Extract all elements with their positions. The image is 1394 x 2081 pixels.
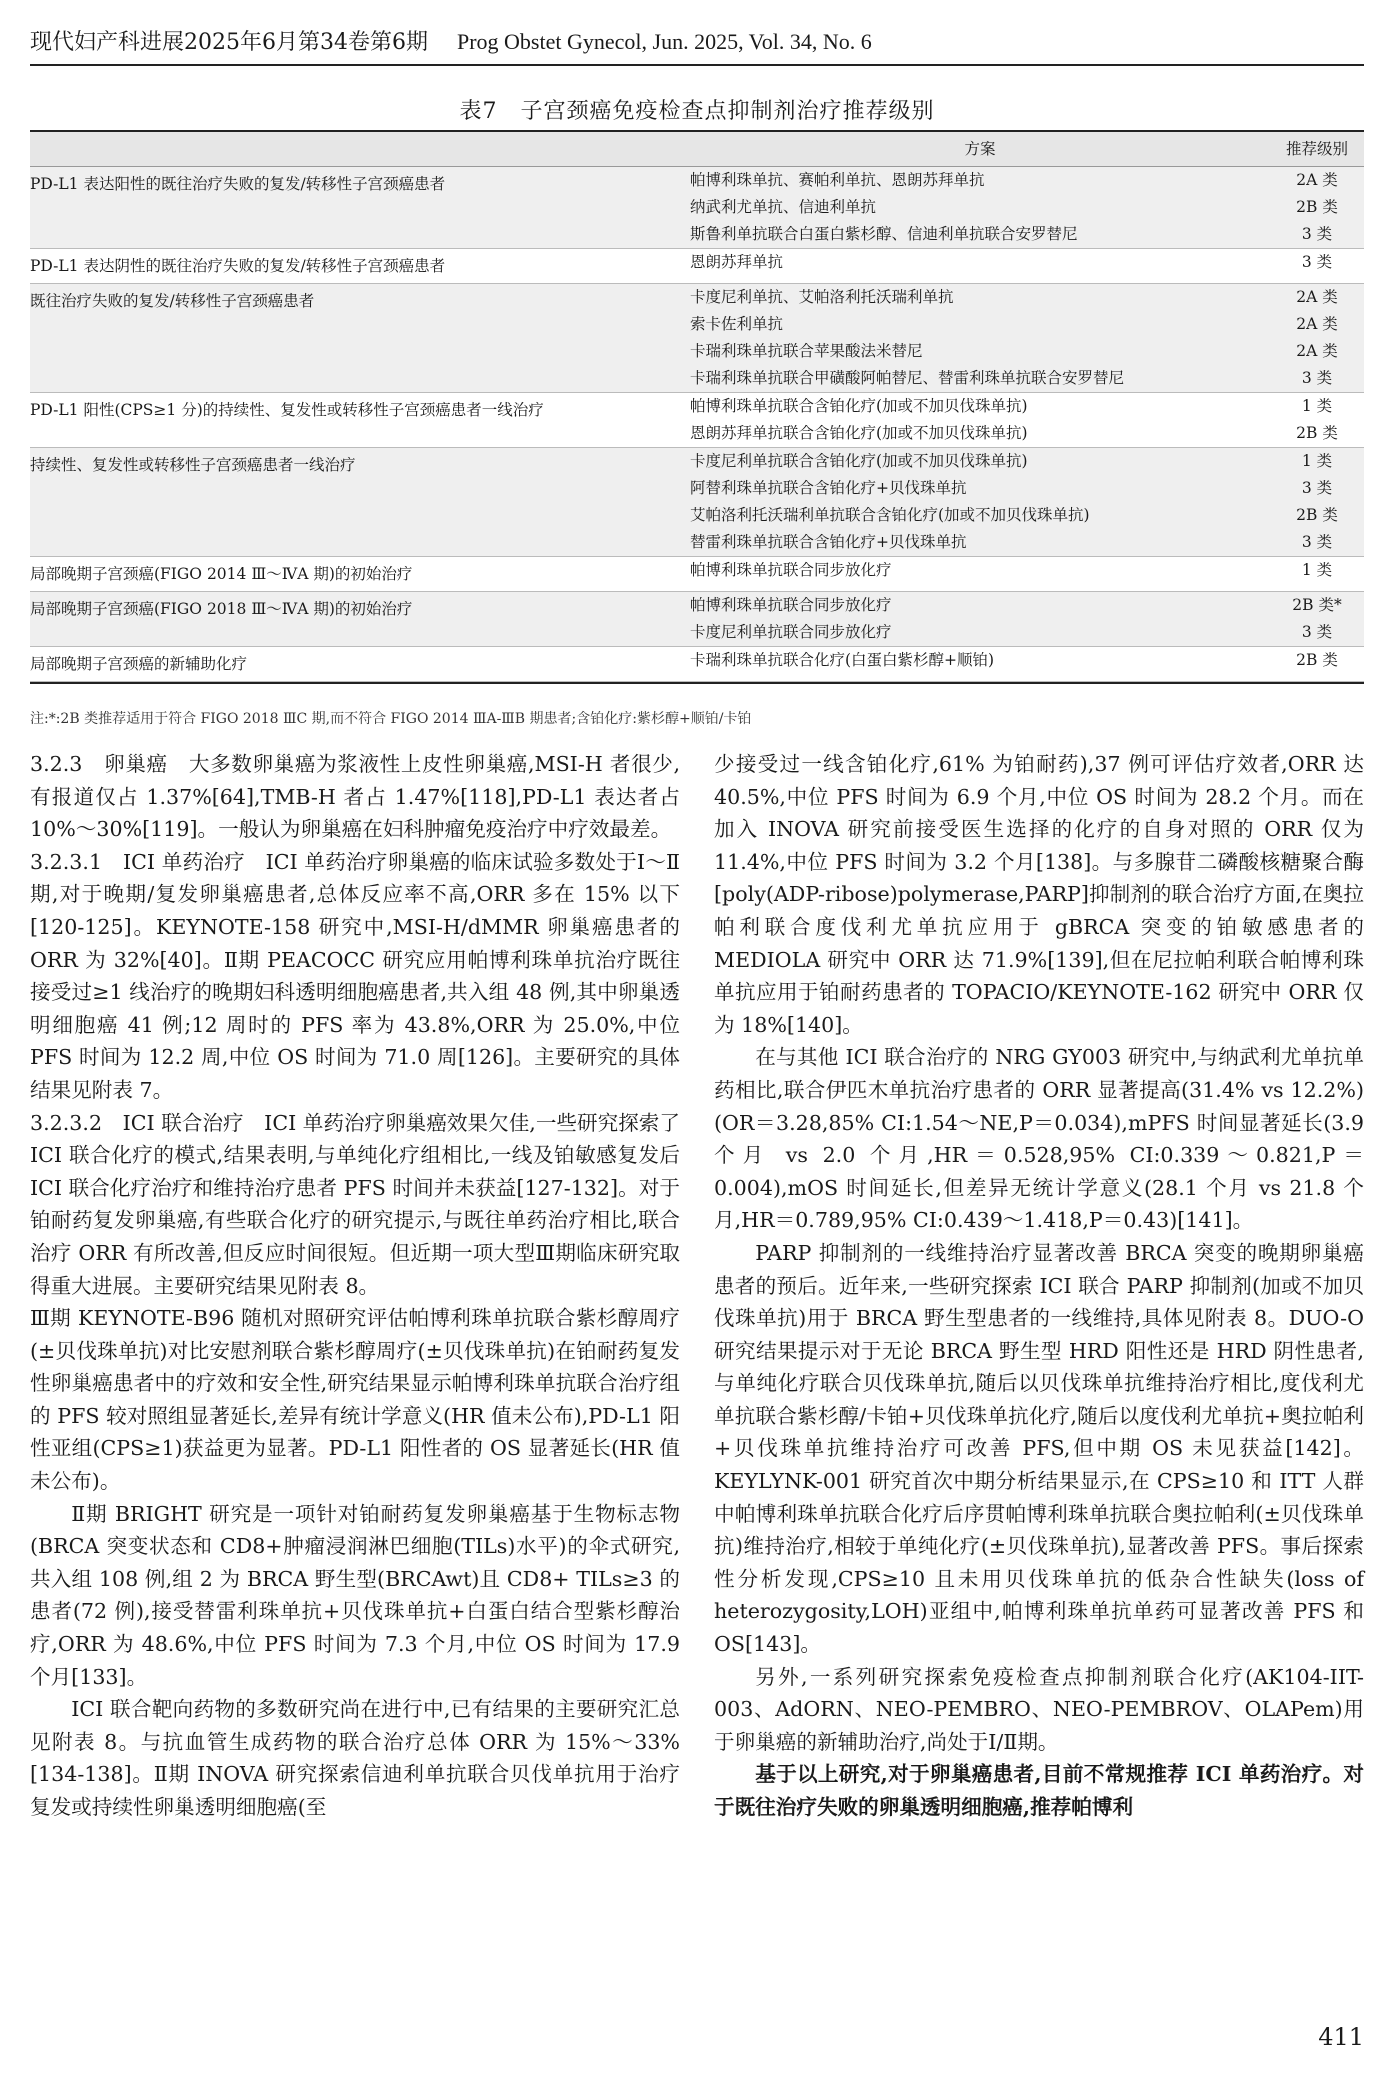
body-paragraph: 基于以上研究,对于卵巢癌患者,目前不常规推荐 ICI 单药治疗。对于既往治疗失败的卵巢透明细胞癌,推荐帕博利 bbox=[714, 1762, 1364, 1819]
page-number: 411 bbox=[1318, 2023, 1364, 2051]
regimen-cell: 帕博利珠单抗联合同步放化疗 bbox=[690, 561, 892, 579]
grade-cell: 3 类 bbox=[1301, 623, 1333, 641]
regimen-cell: 卡瑞利珠单抗联合甲磺酸阿帕替尼、替雷利珠单抗联合安罗替尼 bbox=[690, 369, 1125, 387]
grade-cell: 2B 类 bbox=[1296, 506, 1338, 524]
grade-cell: 2A 类 bbox=[1296, 315, 1338, 333]
grade-cell: 2A 类 bbox=[1296, 288, 1338, 306]
grade-cell: 2A 类 bbox=[1296, 171, 1338, 189]
grade-cell: 2B 类* bbox=[1292, 596, 1342, 614]
grade-cell: 3 类 bbox=[1301, 225, 1333, 243]
table-row bbox=[690, 448, 1364, 475]
header-grade: 推荐级别 bbox=[1285, 140, 1348, 158]
regimen-cell: 恩朗苏拜单抗联合含铂化疗(加或不加贝伐珠单抗) bbox=[690, 424, 1028, 442]
journal-en: Prog Obstet Gynecol, Jun. 2025, Vol. 34, No. 6 bbox=[456, 29, 872, 54]
table-header bbox=[30, 132, 1364, 167]
table-group bbox=[30, 592, 1364, 647]
journal-cn: 现代妇产科进展2025年6月第34卷第6期 bbox=[30, 30, 428, 55]
population-cell: 持续性、复发性或转移性子宫颈癌患者一线治疗 bbox=[30, 456, 356, 474]
grade-cell: 2B 类 bbox=[1296, 424, 1338, 442]
regimen-cell: 替雷利珠单抗联合含铂化疗+贝伐珠单抗 bbox=[690, 533, 967, 551]
table-group bbox=[30, 393, 1364, 448]
population-cell: 局部晚期子宫颈癌的新辅助化疗 bbox=[30, 655, 248, 673]
table-row bbox=[690, 647, 1364, 674]
grade-cell: 2A 类 bbox=[1296, 342, 1338, 360]
body-paragraph: 少接受过一线含铂化疗,61% 为铂耐药),37 例可评估疗效者,ORR 达 40.5%,中位 PFS 时间为 6.9 个月,中位 OS 时间为 28.2 个月。而在加入 INOVA 研究前接受医生选择的化疗的自身对照的 ORR 仅为 11.4%,中位 PFS 时间为 3.2 个月[138]。与多腺苷二磷酸核糖聚合酶[poly(ADP-ribose)polymerase,PARP]抑制剂的联合治疗方面,在奥拉帕利联合度伐利尤单抗应用于 gBRCA 突变的铂敏感患者的 MEDIOLA 研究中 ORR 达 71.9%[139],但在尼拉帕利联合帕博利珠单抗应用于铂耐药患者的 TOPACIO/KEYNOTE-162 研究中 ORR 仅为 18%[140]。 bbox=[714, 752, 1364, 1037]
header-population bbox=[30, 132, 690, 166]
table-row bbox=[690, 221, 1364, 248]
table-row bbox=[690, 475, 1364, 502]
table-row bbox=[690, 284, 1364, 311]
population-cell: PD-L1 表达阳性的既往治疗失败的复发/转移性子宫颈癌患者 bbox=[30, 175, 446, 193]
regimen-cell: 卡度尼利单抗联合含铂化疗(加或不加贝伐珠单抗) bbox=[690, 452, 1028, 470]
population-cell: 局部晚期子宫颈癌(FIGO 2018 Ⅲ～ⅣA 期)的初始治疗 bbox=[30, 600, 413, 618]
population-cell: PD-L1 阳性(CPS≥1 分)的持续性、复发性或转移性子宫颈癌患者一线治疗 bbox=[30, 401, 544, 419]
regimen-cell: 帕博利珠单抗、赛帕利单抗、恩朗苏拜单抗 bbox=[690, 171, 985, 189]
table-row bbox=[690, 529, 1364, 556]
table-group bbox=[30, 557, 1364, 592]
regimen-cell: 纳武利尤单抗、信迪利单抗 bbox=[690, 198, 877, 216]
body-paragraph: Ⅱ期 BRIGHT 研究是一项针对铂耐药复发卵巢癌基于生物标志物(BRCA 突变状态和 CD8+肿瘤浸润淋巴细胞(TILs)水平)的伞式研究,共入组 108 例,组 2 为 BRCA 野生型(BRCAwt)且 CD8+ TILs≥3 的患者(72 例),接受替雷利珠单抗+贝伐珠单抗+白蛋白结合型紫杉醇治疗,ORR 为 48.6%,中位 PFS 时间为 7.3 个月,中位 OS 时间为 17.9 个月[133]。 bbox=[30, 1501, 680, 1689]
grade-cell: 1 类 bbox=[1301, 397, 1333, 415]
table-row bbox=[690, 249, 1364, 276]
grade-cell: 3 类 bbox=[1301, 533, 1333, 551]
table-group bbox=[30, 249, 1364, 284]
body-paragraph: 3.2.3 卵巢癌 大多数卵巢癌为浆液性上皮性卵巢癌,MSI-H 者很少,有报道仅占 1.37%[64],TMB-H 者占 1.47%[118],PD-L1 表达者占 10%～30%[119]。一般认为卵巢癌在妇科肿瘤免疫治疗中疗效最差。 bbox=[30, 752, 680, 842]
table-title: 表7 子宫颈癌免疫检查点抑制剂治疗推荐级别 bbox=[459, 99, 935, 124]
grade-cell: 1 类 bbox=[1301, 561, 1333, 579]
grade-cell: 1 类 bbox=[1301, 452, 1333, 470]
body-paragraph: PARP 抑制剂的一线维持治疗显著改善 BRCA 突变的晚期卵巢癌患者的预后。近年来,一些研究探索 ICI 联合 PARP 抑制剂(加或不加贝伐珠单抗)用于 BRCA 野生型患者的一线维持,具体见附表 8。DUO-O 研究结果提示对于无论 BRCA 野生型 HRD 阳性还是 HRD 阴性患者,与单纯化疗联合贝伐珠单抗,随后以贝伐珠单抗维持治疗相比,度伐利尤单抗联合紫杉醇/卡铂+贝伐珠单抗化疗,随后以度伐利尤单抗+奥拉帕利+贝伐珠单抗维持治疗可改善 PFS,但中期 OS 未见获益[142]。KEYLYNK-001 研究首次中期分析结果显示,在 CPS≥10 和 ITT 人群中帕博利珠单抗联合化疗后序贯帕博利珠单抗联合奥拉帕利(±贝伐珠单抗)维持治疗,相较于单纯化疗(±贝伐珠单抗),显著改善 PFS。事后探索性分析发现,CPS≥10 且未用贝伐珠单抗的低杂合性缺失(loss of heterozygosity,LOH)亚组中,帕博利珠单抗单药可显著改善 PFS 和 OS[143]。 bbox=[714, 1240, 1364, 1657]
table-group bbox=[30, 647, 1364, 682]
table-row bbox=[690, 167, 1364, 194]
table-row bbox=[690, 502, 1364, 529]
regimen-cell: 卡瑞利珠单抗联合化疗(白蛋白紫杉醇+顺铂) bbox=[690, 651, 995, 669]
grade-cell: 3 类 bbox=[1301, 479, 1333, 497]
regimen-cell: 艾帕洛利托沃瑞利单抗联合含铂化疗(加或不加贝伐珠单抗) bbox=[690, 506, 1090, 524]
right-column bbox=[714, 748, 1364, 1824]
table-group bbox=[30, 167, 1364, 249]
table-note: 注:*:2B 类推荐适用于符合 FIGO 2018 ⅢC 期,而不符合 FIGO 2014 ⅢA-ⅢB 期患者;含铂化疗:紫杉醇+顺铂/卡铂 bbox=[30, 711, 752, 727]
body-paragraph: Ⅲ期 KEYNOTE-B96 随机对照研究评估帕博利珠单抗联合紫杉醇周疗(±贝伐珠单抗)对比安慰剂联合紫杉醇周疗(±贝伐珠单抗)在铂耐药复发性卵巢癌患者中的疗效和安全性,研究结果显示帕博利珠单抗联合治疗组的 PFS 较对照组显著延长,差异有统计学意义(HR 值未公布),PD-L1 阳性亚组(CPS≥1)获益更为显著。PD-L1 阳性者的 OS 显著延长(HR 值未公布)。 bbox=[30, 1306, 680, 1494]
table-row bbox=[690, 365, 1364, 392]
regimen-cell: 帕博利珠单抗联合同步放化疗 bbox=[690, 596, 892, 614]
grade-cell: 2B 类 bbox=[1296, 198, 1338, 216]
regimen-cell: 斯鲁利单抗联合白蛋白紫杉醇、信迪利单抗联合安罗替尼 bbox=[690, 225, 1078, 243]
regimen-cell: 索卡佐利单抗 bbox=[690, 315, 784, 333]
table-row bbox=[690, 557, 1364, 584]
running-header bbox=[30, 22, 1364, 66]
regimen-cell: 恩朗苏拜单抗 bbox=[690, 253, 784, 271]
body-paragraph: 3.2.3.2 ICI 联合治疗 ICI 单药治疗卵巢癌效果欠佳,一些研究探索了 ICI 联合化疗的模式,结果表明,与单纯化疗组相比,一线及铂敏感复发后 ICI 联合化疗治疗和维持治疗患者 PFS 时间并未获益[127-132]。对于铂耐药复发卵巢癌,有些联合化疗的研究提示,与既往单药治疗相比,联合治疗 ORR 有所改善,但反应时间很短。但近期一项大型Ⅲ期临床研究取得重大进展。主要研究结果见附表 8。 bbox=[30, 1110, 680, 1298]
header-regimen: 方案 bbox=[964, 140, 996, 158]
table-row bbox=[690, 311, 1364, 338]
table-row bbox=[690, 420, 1364, 447]
regimen-cell: 卡度尼利单抗、艾帕洛利托沃瑞利单抗 bbox=[690, 288, 954, 306]
table-row bbox=[690, 338, 1364, 365]
regimen-cell: 卡瑞利珠单抗联合苹果酸法米替尼 bbox=[690, 342, 923, 360]
grade-cell: 3 类 bbox=[1301, 369, 1333, 387]
population-cell: 局部晚期子宫颈癌(FIGO 2014 Ⅲ～ⅣA 期)的初始治疗 bbox=[30, 565, 413, 583]
table-row bbox=[690, 194, 1364, 221]
body-paragraph: 另外,一系列研究探索免疫检查点抑制剂联合化疗(AK104-IIT-003、AdORN、NEO-PEMBRO、NEO-PEMBROV、OLAPem)用于卵巢癌的新辅助治疗,尚处于Ⅰ/Ⅱ期。 bbox=[714, 1664, 1364, 1754]
regimen-cell: 卡度尼利单抗联合同步放化疗 bbox=[690, 623, 892, 641]
table-group bbox=[30, 448, 1364, 557]
body-paragraph: 在与其他 ICI 联合治疗的 NRG GY003 研究中,与纳武利尤单抗单药相比,联合伊匹木单抗治疗患者的 ORR 显著提高(31.4% vs 12.2%)(OR＝3.28,85% CI:1.54～NE,P＝0.034),mPFS 时间显著延长(3.9 个月 vs 2.0 个月,HR＝0.528,95% CI:0.339～0.821,P＝0.004),mOS 时间延长,但差异无统计学意义(28.1 个月 vs 21.8 个月,HR＝0.789,95% CI:0.439～1.418,P＝0.43)[141]。 bbox=[714, 1045, 1364, 1233]
table-row bbox=[690, 592, 1364, 619]
table-row bbox=[690, 619, 1364, 646]
grade-cell: 2B 类 bbox=[1296, 651, 1338, 669]
regimen-cell: 帕博利珠单抗联合含铂化疗(加或不加贝伐珠单抗) bbox=[690, 397, 1028, 415]
population-cell: 既往治疗失败的复发/转移性子宫颈癌患者 bbox=[30, 292, 315, 310]
recommendation-table bbox=[30, 130, 1364, 684]
table-body bbox=[30, 167, 1364, 682]
table-group bbox=[30, 284, 1364, 393]
grade-cell: 3 类 bbox=[1301, 253, 1333, 271]
left-column bbox=[30, 748, 680, 1824]
body-paragraph: 3.2.3.1 ICI 单药治疗 ICI 单药治疗卵巢癌的临床试验多数处于Ⅰ～Ⅱ期,对于晚期/复发卵巢癌患者,总体反应率不高,ORR 多在 15% 以下[120-125]。KEYNOTE-158 研究中,MSI-H/dMMR 卵巢癌患者的 ORR 为 32%[40]。Ⅱ期 PEACOCC 研究应用帕博利珠单抗治疗既往接受过≥1 线治疗的晚期妇科透明细胞癌患者,共入组 48 例,其中卵巢透明细胞癌 41 例;12 周时的 PFS 率为 43.8%,ORR 为 25.0%,中位 PFS 时间为 12.2 周,中位 OS 时间为 71.0 周[126]。主要研究的具体结果见附表 7。 bbox=[30, 849, 680, 1102]
body-paragraph: ICI 联合靶向药物的多数研究尚在进行中,已有结果的主要研究汇总见附表 8。与抗血管生成药物的联合治疗总体 ORR 为 15%～33%[134-138]。Ⅱ期 INOVA 研究探索信迪利单抗联合贝伐单抗用于治疗复发或持续性卵巢透明细胞癌(至 bbox=[30, 1697, 680, 1819]
population-cell: PD-L1 表达阴性的既往治疗失败的复发/转移性子宫颈癌患者 bbox=[30, 257, 446, 275]
table-row bbox=[690, 393, 1364, 420]
regimen-cell: 阿替利珠单抗联合含铂化疗+贝伐珠单抗 bbox=[690, 479, 967, 497]
